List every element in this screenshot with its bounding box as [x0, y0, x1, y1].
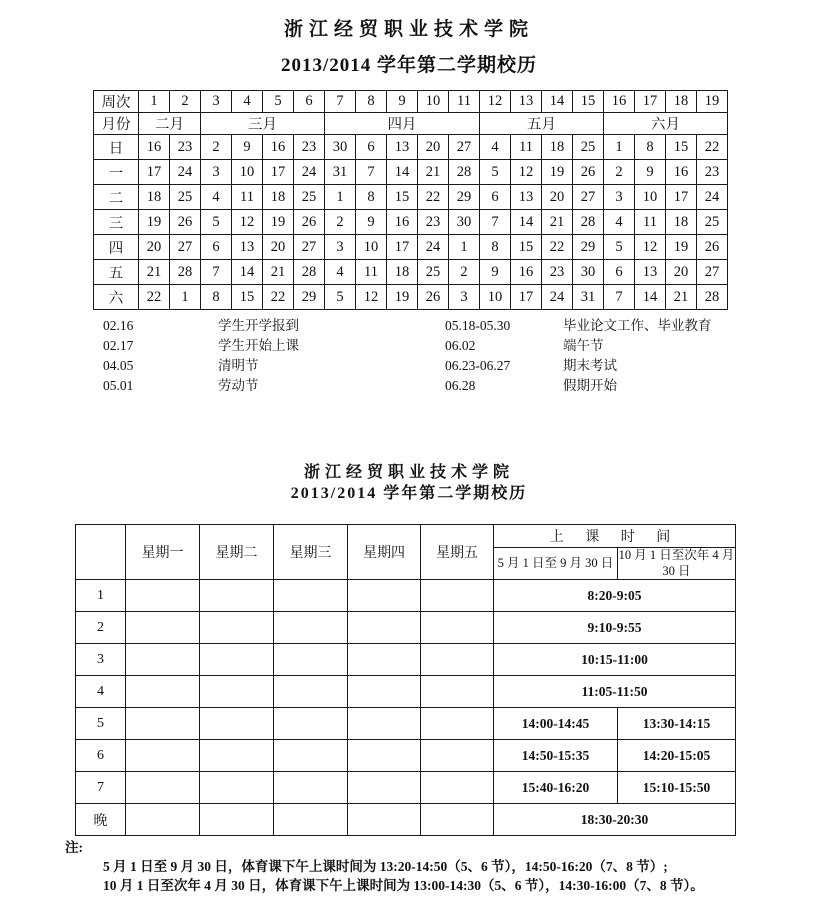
schedule-heading: [0, 462, 818, 504]
schedule-empty-cell: [200, 740, 274, 772]
schedule-empty-cell: [421, 708, 494, 740]
date-cell: 16: [666, 160, 697, 185]
calendar-day-row: [94, 185, 728, 210]
date-cell: 20: [542, 185, 573, 210]
date-cell: 18: [666, 210, 697, 235]
week-number-cell: 9: [387, 91, 418, 113]
date-cell: 10: [635, 185, 666, 210]
week-number-cell: 5: [263, 91, 294, 113]
schedule-empty-cell: [348, 676, 421, 708]
weekday-header-cell: 星期二: [200, 525, 274, 580]
date-cell: 26: [418, 285, 449, 310]
date-cell: 16: [263, 135, 294, 160]
schedule-empty-cell: [274, 740, 348, 772]
notes-label: 注:: [65, 840, 83, 855]
notes-section: [65, 838, 805, 895]
date-cell: 4: [604, 210, 635, 235]
date-cell: 24: [697, 185, 728, 210]
date-cell: 24: [542, 285, 573, 310]
calendar-day-row: [94, 235, 728, 260]
calendar-day-row: [94, 210, 728, 235]
schedule-row: [76, 580, 736, 612]
calendar-table: [93, 90, 728, 310]
schedule-empty-cell: [274, 580, 348, 612]
date-cell: 27: [573, 185, 604, 210]
month-cell: 二月: [139, 113, 201, 135]
event-desc: 学生开始上课: [218, 338, 299, 353]
schedule-empty-cell: [348, 740, 421, 772]
date-cell: 19: [542, 160, 573, 185]
weekday-header-cell: 星期五: [421, 525, 494, 580]
class-time-cell: 14:00-14:45: [494, 708, 618, 740]
week-number-cell: 19: [697, 91, 728, 113]
date-cell: 14: [511, 210, 542, 235]
weekday-header-cell: 星期四: [348, 525, 421, 580]
week-number-cell: 12: [480, 91, 511, 113]
schedule-empty-cell: [126, 708, 200, 740]
date-cell: 24: [418, 235, 449, 260]
date-cell: 5: [480, 160, 511, 185]
schedule-empty-cell: [274, 644, 348, 676]
week-number-cell: 3: [201, 91, 232, 113]
event-row: [0, 376, 818, 396]
date-cell: 5: [201, 210, 232, 235]
event-desc: 毕业论文工作、毕业教育: [563, 318, 712, 333]
date-cell: 19: [139, 210, 170, 235]
date-cell: 28: [170, 260, 201, 285]
schedule-empty-cell: [200, 804, 274, 836]
week-number-cell: 17: [635, 91, 666, 113]
event-date: 05.18-05.30: [445, 318, 511, 333]
schedule-empty-cell: [421, 580, 494, 612]
class-time-cell: 10:15-11:00: [494, 644, 736, 676]
page-subtitle: 2013/2014 学年第二学期校历: [280, 55, 538, 76]
weekday-label-cell: 二: [94, 185, 139, 210]
date-cell: 13: [232, 235, 263, 260]
schedule-subtitle: 2013/2014 学年第二学期校历: [290, 485, 528, 502]
event-desc: 劳动节: [218, 378, 259, 393]
schedule-header-row: [76, 525, 736, 548]
date-cell: 29: [449, 185, 480, 210]
date-cell: 16: [139, 135, 170, 160]
date-cell: 19: [387, 285, 418, 310]
date-cell: 1: [325, 185, 356, 210]
date-cell: 20: [139, 235, 170, 260]
note-line: 10 月 1 日至次年 4 月 30 日，体育课下午上课时间为 13:00-14:30（5、6 节），14:30-16:00（7、8 节）。: [103, 878, 704, 893]
class-time-cell: 15:10-15:50: [618, 772, 736, 804]
date-cell: 20: [666, 260, 697, 285]
date-cell: 18: [387, 260, 418, 285]
schedule-row: [76, 612, 736, 644]
schedule-empty-cell: [348, 772, 421, 804]
month-cell: 三月: [201, 113, 325, 135]
class-time-cell: 11:05-11:50: [494, 676, 736, 708]
event-date: 04.05: [103, 358, 134, 373]
date-cell: 2: [449, 260, 480, 285]
schedule-empty-cell: [274, 612, 348, 644]
period-label-cell: 6: [76, 740, 126, 772]
date-cell: 2: [604, 160, 635, 185]
month-cell: 六月: [604, 113, 728, 135]
schedule-empty-cell: [200, 676, 274, 708]
date-cell: 21: [139, 260, 170, 285]
date-cell: 3: [449, 285, 480, 310]
date-cell: 16: [387, 210, 418, 235]
date-cell: 17: [139, 160, 170, 185]
schedule-empty-cell: [421, 612, 494, 644]
class-time-cell: 13:30-14:15: [618, 708, 736, 740]
month-cell: 四月: [325, 113, 480, 135]
date-cell: 14: [232, 260, 263, 285]
schedule-empty-cell: [348, 612, 421, 644]
calendar-week-header-row: [94, 91, 728, 113]
schedule-empty-cell: [274, 708, 348, 740]
class-time-cell: 8:20-9:05: [494, 580, 736, 612]
schedule-empty-cell: [421, 676, 494, 708]
date-cell: 25: [418, 260, 449, 285]
date-cell: 21: [542, 210, 573, 235]
date-cell: 19: [666, 235, 697, 260]
date-cell: 5: [604, 235, 635, 260]
date-cell: 6: [604, 260, 635, 285]
schedule-row: [76, 772, 736, 804]
date-cell: 31: [573, 285, 604, 310]
date-cell: 9: [356, 210, 387, 235]
date-cell: 28: [697, 285, 728, 310]
schedule-table: [75, 524, 736, 836]
calendar-day-row: [94, 135, 728, 160]
date-cell: 13: [511, 185, 542, 210]
date-cell: 13: [635, 260, 666, 285]
schedule-row: [76, 804, 736, 836]
calendar-month-header-row: [94, 113, 728, 135]
period-label-cell: 4: [76, 676, 126, 708]
event-date: 02.17: [103, 338, 134, 353]
date-cell: 21: [263, 260, 294, 285]
week-number-cell: 15: [573, 91, 604, 113]
date-cell: 27: [294, 235, 325, 260]
week-number-cell: 7: [325, 91, 356, 113]
weekday-label-cell: 日: [94, 135, 139, 160]
date-cell: 31: [325, 160, 356, 185]
corner-cell: [76, 525, 126, 580]
date-cell: 25: [294, 185, 325, 210]
date-cell: 29: [294, 285, 325, 310]
date-cell: 23: [542, 260, 573, 285]
schedule-empty-cell: [421, 740, 494, 772]
date-cell: 23: [170, 135, 201, 160]
week-number-cell: 11: [449, 91, 480, 113]
date-cell: 2: [325, 210, 356, 235]
page-title: 浙江经贸职业技术学院: [283, 19, 534, 40]
date-cell: 25: [573, 135, 604, 160]
date-cell: 30: [449, 210, 480, 235]
date-cell: 8: [480, 235, 511, 260]
date-cell: 25: [697, 210, 728, 235]
date-cell: 26: [170, 210, 201, 235]
note-line: 5 月 1 日至 9 月 30 日，体育课下午上课时间为 13:20-14:50（5、6 节），14:50-16:20（7、8 节）;: [103, 859, 668, 874]
week-number-cell: 4: [232, 91, 263, 113]
schedule-empty-cell: [200, 612, 274, 644]
period-label-cell: 7: [76, 772, 126, 804]
schedule-empty-cell: [348, 580, 421, 612]
calendar-day-row: [94, 285, 728, 310]
class-time-cell: 14:20-15:05: [618, 740, 736, 772]
date-cell: 10: [356, 235, 387, 260]
schedule-empty-cell: [200, 580, 274, 612]
date-cell: 6: [356, 135, 387, 160]
date-cell: 3: [201, 160, 232, 185]
date-cell: 2: [201, 135, 232, 160]
schedule-row: [76, 676, 736, 708]
date-cell: 24: [170, 160, 201, 185]
date-cell: 22: [418, 185, 449, 210]
class-time-cell: 9:10-9:55: [494, 612, 736, 644]
schedule-empty-cell: [421, 772, 494, 804]
date-cell: 1: [170, 285, 201, 310]
calendar-day-row: [94, 160, 728, 185]
weekday-label-cell: 一: [94, 160, 139, 185]
event-desc: 清明节: [218, 358, 259, 373]
period-label-cell: 1: [76, 580, 126, 612]
date-cell: 22: [542, 235, 573, 260]
date-cell: 15: [232, 285, 263, 310]
months-header-label: 月份: [94, 113, 139, 135]
week-number-cell: 18: [666, 91, 697, 113]
date-cell: 22: [263, 285, 294, 310]
event-date: 02.16: [103, 318, 134, 333]
date-cell: 9: [635, 160, 666, 185]
date-cell: 17: [666, 185, 697, 210]
date-cell: 5: [325, 285, 356, 310]
date-cell: 21: [418, 160, 449, 185]
date-cell: 3: [604, 185, 635, 210]
period-label-cell: 2: [76, 612, 126, 644]
date-cell: 14: [387, 160, 418, 185]
date-cell: 8: [635, 135, 666, 160]
schedule-empty-cell: [421, 804, 494, 836]
weekday-header-cell: 星期三: [274, 525, 348, 580]
date-cell: 27: [449, 135, 480, 160]
class-time-cell: 14:50-15:35: [494, 740, 618, 772]
date-cell: 16: [511, 260, 542, 285]
date-cell: 22: [697, 135, 728, 160]
date-cell: 30: [325, 135, 356, 160]
schedule-empty-cell: [348, 804, 421, 836]
schedule-empty-cell: [126, 580, 200, 612]
month-cell: 五月: [480, 113, 604, 135]
date-cell: 28: [573, 210, 604, 235]
schedule-empty-cell: [200, 644, 274, 676]
event-date: 05.01: [103, 378, 134, 393]
weekday-label-cell: 四: [94, 235, 139, 260]
date-cell: 4: [325, 260, 356, 285]
date-cell: 23: [294, 135, 325, 160]
date-cell: 11: [232, 185, 263, 210]
week-number-cell: 16: [604, 91, 635, 113]
week-number-cell: 14: [542, 91, 573, 113]
event-desc: 端午节: [563, 338, 604, 353]
date-cell: 24: [294, 160, 325, 185]
week-number-cell: 2: [170, 91, 201, 113]
schedule-empty-cell: [200, 708, 274, 740]
date-cell: 6: [480, 185, 511, 210]
schedule-empty-cell: [126, 676, 200, 708]
date-cell: 26: [697, 235, 728, 260]
event-date: 06.02: [445, 338, 476, 353]
event-desc: 假期开始: [563, 378, 617, 393]
date-cell: 9: [232, 135, 263, 160]
weekday-label-cell: 三: [94, 210, 139, 235]
date-cell: 12: [635, 235, 666, 260]
date-cell: 23: [697, 160, 728, 185]
schedule-empty-cell: [274, 804, 348, 836]
week-number-cell: 1: [139, 91, 170, 113]
calendar-day-row: [94, 260, 728, 285]
event-desc: 期末考试: [563, 358, 617, 373]
date-cell: 12: [511, 160, 542, 185]
weeks-header-label: 周次: [94, 91, 139, 113]
date-cell: 17: [387, 235, 418, 260]
date-cell: 6: [201, 235, 232, 260]
schedule-row: [76, 740, 736, 772]
schedule-empty-cell: [126, 612, 200, 644]
date-cell: 8: [356, 185, 387, 210]
class-time-cell: 18:30-20:30: [494, 804, 736, 836]
date-cell: 30: [573, 260, 604, 285]
class-time-header: 上 课 时 间: [494, 525, 736, 548]
date-cell: 27: [170, 235, 201, 260]
date-cell: 26: [573, 160, 604, 185]
schedule-row: [76, 644, 736, 676]
week-number-cell: 8: [356, 91, 387, 113]
date-cell: 18: [542, 135, 573, 160]
date-cell: 8: [201, 285, 232, 310]
event-row: [0, 316, 818, 336]
weekday-label-cell: 五: [94, 260, 139, 285]
events-list: [0, 316, 818, 396]
date-cell: 11: [356, 260, 387, 285]
period-header-cell: 5 月 1 日至 9 月 30 日: [494, 548, 618, 580]
weekday-header-cell: 星期一: [126, 525, 200, 580]
schedule-empty-cell: [200, 772, 274, 804]
event-row: [0, 336, 818, 356]
date-cell: 7: [356, 160, 387, 185]
date-cell: 28: [294, 260, 325, 285]
date-cell: 4: [201, 185, 232, 210]
date-cell: 14: [635, 285, 666, 310]
schedule-empty-cell: [274, 772, 348, 804]
date-cell: 17: [263, 160, 294, 185]
schedule-title: 浙江经贸职业技术学院: [303, 464, 514, 481]
date-cell: 28: [449, 160, 480, 185]
date-cell: 29: [573, 235, 604, 260]
date-cell: 1: [604, 135, 635, 160]
date-cell: 12: [356, 285, 387, 310]
date-cell: 3: [325, 235, 356, 260]
date-cell: 10: [480, 285, 511, 310]
event-date: 06.28: [445, 378, 476, 393]
date-cell: 1: [449, 235, 480, 260]
date-cell: 10: [232, 160, 263, 185]
date-cell: 11: [635, 210, 666, 235]
period-header-cell: 10 月 1 日至次年 4 月 30 日: [618, 548, 736, 580]
date-cell: 18: [139, 185, 170, 210]
date-cell: 20: [418, 135, 449, 160]
date-cell: 7: [201, 260, 232, 285]
date-cell: 18: [263, 185, 294, 210]
date-cell: 19: [263, 210, 294, 235]
period-label-cell: 晚: [76, 804, 126, 836]
date-cell: 7: [480, 210, 511, 235]
week-number-cell: 6: [294, 91, 325, 113]
event-desc: 学生开学报到: [218, 318, 299, 333]
class-time-cell: 15:40-16:20: [494, 772, 618, 804]
week-number-cell: 10: [418, 91, 449, 113]
date-cell: 7: [604, 285, 635, 310]
event-date: 06.23-06.27: [445, 358, 511, 373]
date-cell: 11: [511, 135, 542, 160]
date-cell: 21: [666, 285, 697, 310]
date-cell: 23: [418, 210, 449, 235]
date-cell: 9: [480, 260, 511, 285]
schedule-empty-cell: [126, 772, 200, 804]
date-cell: 15: [511, 235, 542, 260]
schedule-empty-cell: [348, 708, 421, 740]
schedule-empty-cell: [348, 644, 421, 676]
schedule-empty-cell: [126, 804, 200, 836]
week-number-cell: 13: [511, 91, 542, 113]
schedule-row: [76, 708, 736, 740]
schedule-empty-cell: [126, 740, 200, 772]
date-cell: 27: [697, 260, 728, 285]
date-cell: 26: [294, 210, 325, 235]
date-cell: 20: [263, 235, 294, 260]
period-label-cell: 3: [76, 644, 126, 676]
date-cell: 25: [170, 185, 201, 210]
event-row: [0, 356, 818, 376]
weekday-label-cell: 六: [94, 285, 139, 310]
date-cell: 17: [511, 285, 542, 310]
date-cell: 15: [387, 185, 418, 210]
schedule-empty-cell: [274, 676, 348, 708]
schedule-empty-cell: [421, 644, 494, 676]
date-cell: 4: [480, 135, 511, 160]
date-cell: 15: [666, 135, 697, 160]
schedule-empty-cell: [126, 644, 200, 676]
period-label-cell: 5: [76, 708, 126, 740]
date-cell: 12: [232, 210, 263, 235]
date-cell: 22: [139, 285, 170, 310]
date-cell: 13: [387, 135, 418, 160]
